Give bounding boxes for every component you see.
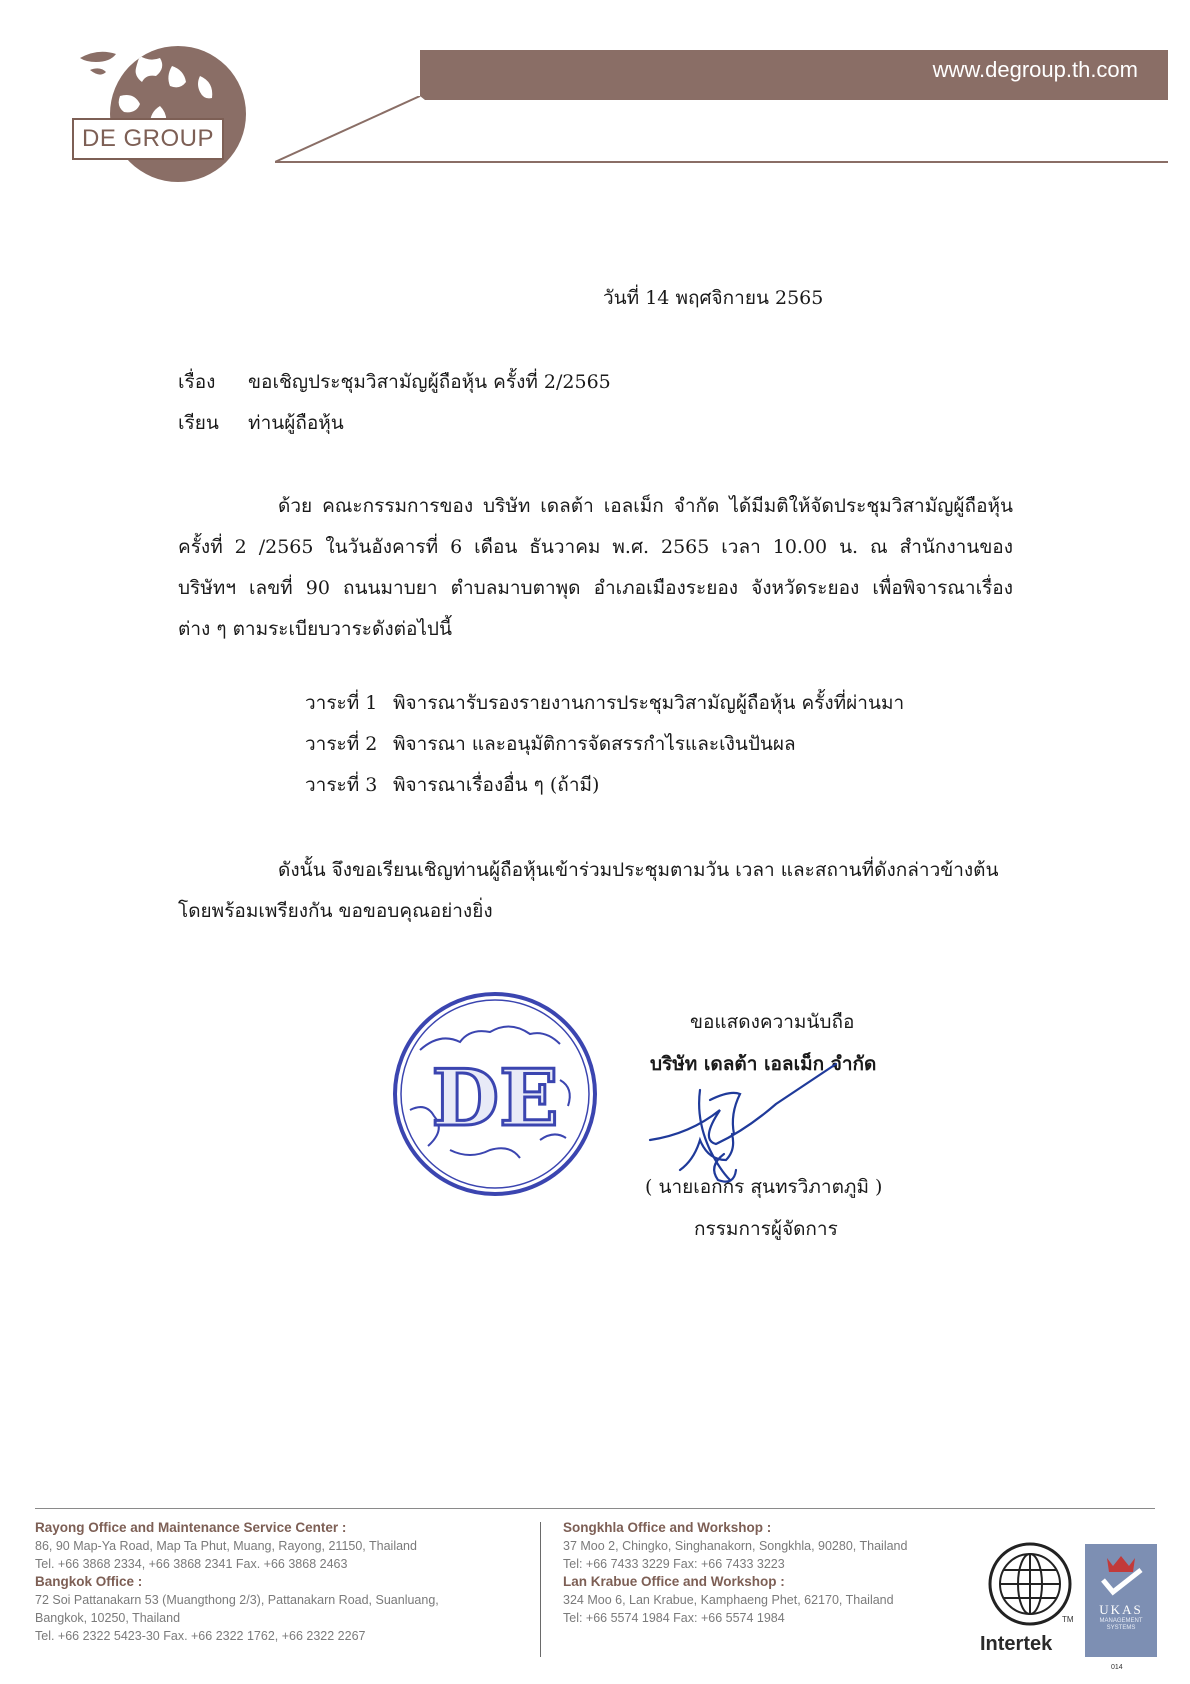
subject-label: เรื่อง xyxy=(178,371,216,393)
footer-line: 72 Soi Pattanakarn 53 (Muangthong 2/3), Pattanakarn Road, Suanluang, xyxy=(35,1593,439,1607)
subject-line xyxy=(178,367,611,397)
paragraph-invitation xyxy=(178,486,1013,650)
footer-line: Bangkok, 10250, Thailand xyxy=(35,1611,181,1625)
paragraph-closing xyxy=(178,850,1013,932)
footer-heading: Rayong Office and Maintenance Service Center : xyxy=(35,1520,347,1535)
footer-line: Tel. +66 2322 5423-30 Fax. +66 2322 1762, +66 2322 2267 xyxy=(35,1629,366,1643)
recipient-line xyxy=(178,408,344,438)
iso-trademark: TM xyxy=(1062,1615,1074,1624)
ukas-crown-check-icon xyxy=(1093,1552,1149,1598)
paragraph-line: ด้วย คณะกรรมการของ บริษัท เดลต้า เอลเม็ก จำกัด ได้มีมติให้จัดประชุมวิสามัญผู้ถือหุ้น xyxy=(278,495,1013,517)
footer-left-addresses xyxy=(35,1519,439,1645)
de-group-globe-logo xyxy=(60,36,250,186)
agenda-text: พิจารณาเรื่องอื่น ๆ (ถ้ามี) xyxy=(393,774,600,796)
letter-date: วันที่ 14 พฤศจิกายน 2565 xyxy=(603,287,824,309)
de-group-logo-text: DE GROUP xyxy=(72,118,224,160)
ukas-label: UKAS xyxy=(1099,1602,1143,1617)
stamp-monogram: DE xyxy=(431,1053,559,1144)
intertek-label: Intertek xyxy=(980,1633,1053,1655)
agenda-number: วาระที่ 2 xyxy=(305,733,378,755)
ukas-number: 014 xyxy=(1111,1664,1123,1671)
footer-heading: Songkhla Office and Workshop : xyxy=(563,1520,772,1535)
handwritten-signature xyxy=(640,1060,870,1190)
footer-divider-line xyxy=(35,1508,1155,1509)
header-banner-slant xyxy=(275,96,1168,176)
agenda-item xyxy=(305,770,599,800)
closing-salutation: ขอแสดงความนับถือ xyxy=(690,1011,855,1033)
agenda-text: พิจารณา และอนุมัติการจัดสรรกำไรและเงินปันผล xyxy=(393,733,796,755)
agenda-number: วาระที่ 3 xyxy=(305,774,378,796)
footer-right-addresses xyxy=(563,1519,907,1627)
agenda-text: พิจารณารับรองรายงานการประชุมวิสามัญผู้ถือหุ้น ครั้งที่ผ่านมา xyxy=(393,692,905,714)
paragraph-line: ดังนั้น จึงขอเรียนเชิญท่านผู้ถือหุ้นเข้าร่วมประชุมตามวัน เวลา และสถานที่ดังกล่าวข้างต้น xyxy=(278,859,999,881)
website-url: www.degroup.th.com xyxy=(932,57,1138,82)
paragraph-line: บริษัทฯ เลขที่ 90 ถนนมาบยา ตำบลมาบตาพุด อำเภอเมืองระยอง จังหวัดระยอง เพื่อพิจารณาเรื่อง xyxy=(178,577,1013,599)
recipient-label: เรียน xyxy=(178,412,219,434)
recipient-text: ท่านผู้ถือหุ้น xyxy=(248,412,344,434)
company-name: บริษัท เดลต้า เอลเม็ก จำกัด xyxy=(650,1053,877,1075)
paragraph-line: ต่าง ๆ ตามระเบียบวาระดังต่อไปนี้ xyxy=(178,618,452,640)
paragraph-line: ครั้งที่ 2 /2565 ในวันอังคารที่ 6 เดือน ธันวาคม พ.ศ. 2565 เวลา 10.00 น. ณ สำนักงานของ xyxy=(178,536,1013,558)
agenda-number: วาระที่ 1 xyxy=(305,692,378,714)
footer-heading: Bangkok Office : xyxy=(35,1574,143,1589)
footer-line: 37 Moo 2, Chingko, Singhanakorn, Songkhla, 90280, Thailand xyxy=(563,1539,908,1553)
signer-name: ( นายเอกกร สุนทรวิภาตภูมิ ) xyxy=(645,1176,883,1198)
footer-column-divider xyxy=(540,1522,541,1657)
agenda-item xyxy=(305,729,796,759)
company-stamp xyxy=(390,990,600,1198)
signer-title: กรรมการผู้จัดการ xyxy=(694,1218,838,1240)
agenda-item xyxy=(305,688,904,718)
footer-heading: Lan Krabue Office and Workshop : xyxy=(563,1574,785,1589)
subject-text: ขอเชิญประชุมวิสามัญผู้ถือหุ้น ครั้งที่ 2/2565 xyxy=(248,371,611,393)
ukas-sublabel: MANAGEMENT SYSTEMS xyxy=(1099,1618,1143,1631)
footer-line: Tel. +66 3868 2334, +66 3868 2341 Fax. +66 3868 2463 xyxy=(35,1557,348,1571)
paragraph-line: โดยพร้อมเพรียงกัน ขอขอบคุณอย่างยิ่ง xyxy=(178,900,493,922)
footer-line: Tel: +66 5574 1984 Fax: +66 5574 1984 xyxy=(563,1611,785,1625)
footer-line: 324 Moo 6, Lan Krabue, Kamphaeng Phet, 62170, Thailand xyxy=(563,1593,894,1607)
footer-line: 86, 90 Map-Ya Road, Map Ta Phut, Muang, Rayong, 21150, Thailand xyxy=(35,1539,417,1553)
footer-line: Tel: +66 7433 3229 Fax: +66 7433 3223 xyxy=(563,1557,785,1571)
